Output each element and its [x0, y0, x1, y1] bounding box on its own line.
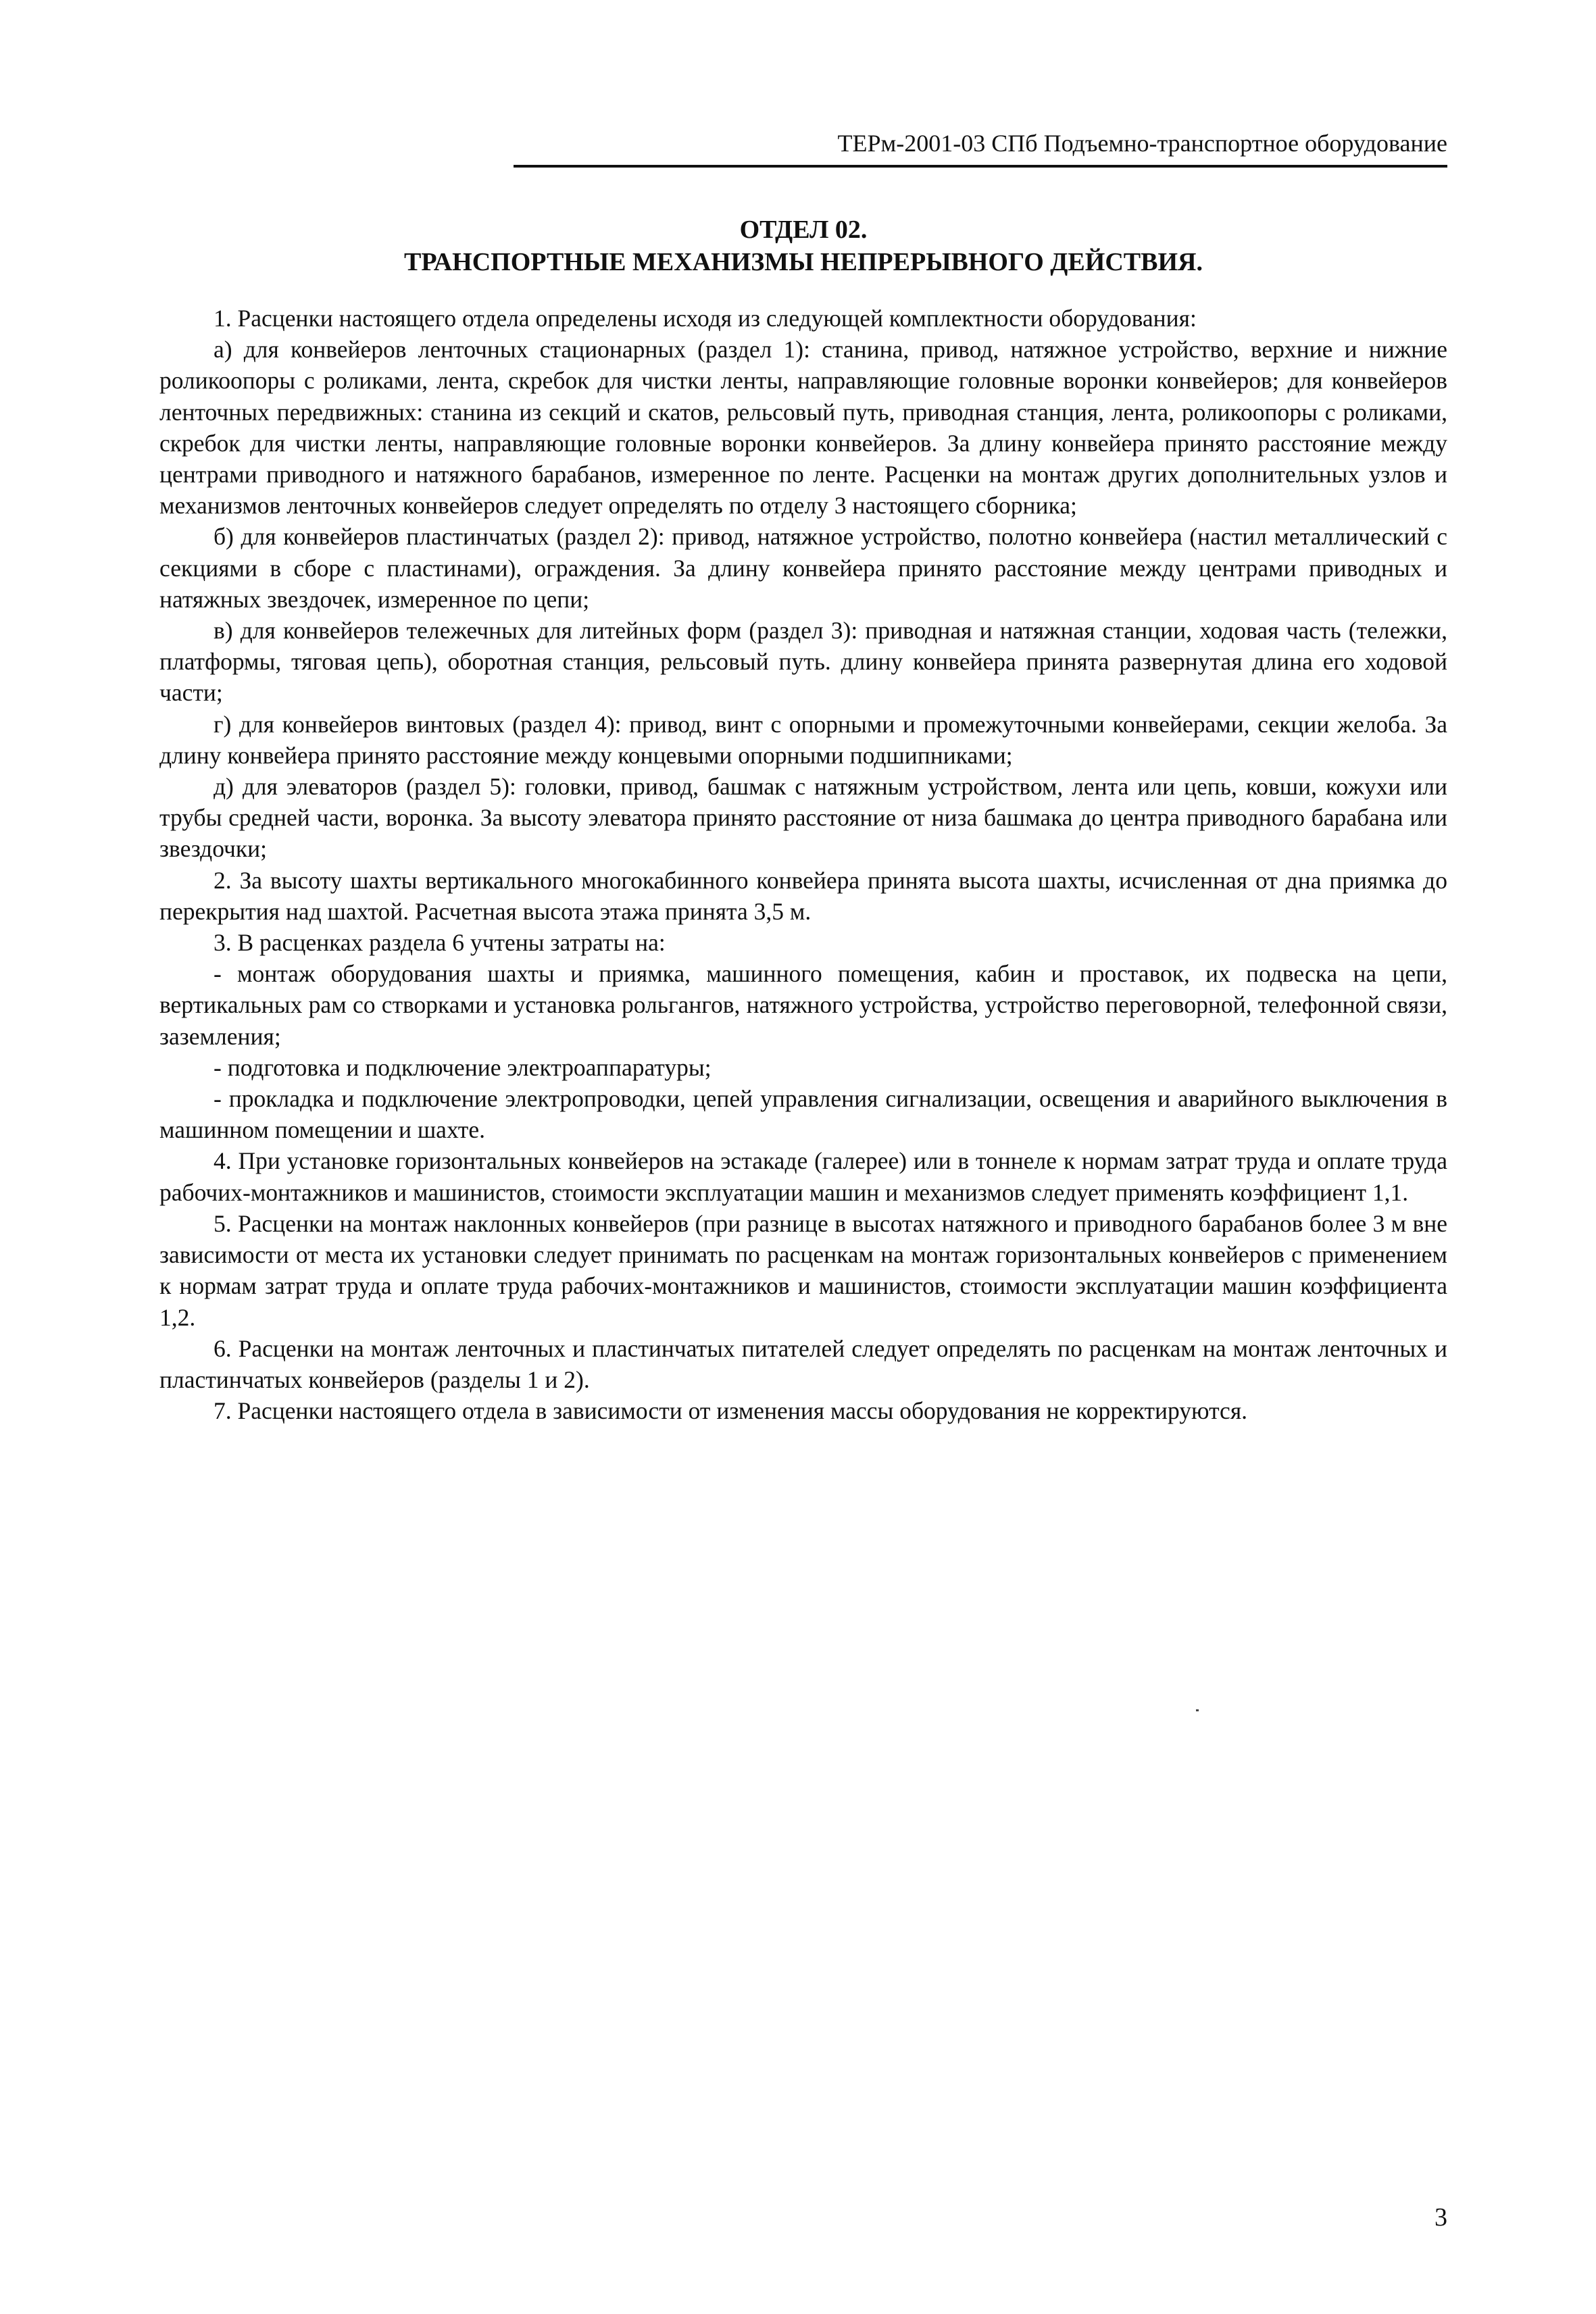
paragraph-1a: а) для конвейеров ленточных стационарных (раздел 1): станина, привод, натяжное устройство, верхние и нижние роликоопоры с роликами, лента, скребок для чистки ленты, направляющие головные воронки конвейеров; для конвейеров ленточных передвижных: станина из секций и скатов, рельсовый путь, приводная станция, лента, роликоопоры с роликами, скребок для чистки ленты, направляющие головные воронки конвейеров. За длину конвейера принято расстояние между центрами приводного и натяжного барабанов, измеренное по ленте. Расценки на монтаж других дополнительных узлов и механизмов ленточных конвейеров следует определять по отделу 3 настоящего сборника;	[159, 336, 1447, 520]
paragraph-1v: в) для конвейеров тележечных для литейных форм (раздел 3): приводная и натяжная станции, ходовая часть (тележки, платформы, тяговая цепь), оборотная станция, рельсовый путь. длину конвейера принята развернутая длина его ходовой части;	[159, 617, 1447, 707]
scan-speck	[1196, 1709, 1199, 1711]
section-title: ТРАНСПОРТНЫЕ МЕХАНИЗМЫ НЕПРЕРЫВНОГО ДЕЙСТВИЯ.	[404, 248, 1203, 276]
paragraph-1b: б) для конвейеров пластинчатых (раздел 2): привод, натяжное устройство, полотно конвейера (настил металлический с секциями в сборе с пластинами), ограждения. За длину конвейера принято расстояние между центрами приводных и натяжных звездочек, измеренное по цепи;	[159, 523, 1447, 613]
paragraph-4: 4. При установке горизонтальных конвейеров на эстакаде (галерее) или в тоннеле к нормам затрат труда и оплате труда рабочих-монтажников и машинистов, стоимости эксплуатации машин и механизмов следует применять коэффициент 1,1.	[159, 1147, 1447, 1206]
paragraph-3: 3. В расценках раздела 6 учтены затраты на:	[214, 929, 666, 957]
paragraph-3-item-3: - прокладка и подключение электропроводки, цепей управления сигнализации, освещения и аварийного выключения в машинном помещении и шахте.	[159, 1085, 1447, 1144]
page-number: 3	[1435, 2203, 1447, 2232]
paragraph-1: 1. Расценки настоящего отдела определены исходя из следующей комплектности оборудования:	[214, 305, 1197, 332]
paragraph-7: 7. Расценки настоящего отдела в зависимости от изменения массы оборудования не корректируются.	[214, 1397, 1248, 1425]
section-heading	[159, 213, 1447, 278]
paragraph-6: 6. Расценки на монтаж ленточных и пластинчатых питателей следует определять по расценкам на монтаж ленточных и пластинчатых конвейеров (разделы 1 и 2).	[159, 1334, 1447, 1393]
paragraph-1d: д) для элеваторов (раздел 5): головки, привод, башмак с натяжным устройством, лента или цепь, ковши, кожухи или трубы средней части, воронка. За высоту элеватора принято расстояние от низа башмака до центра приводного барабана или звездочки;	[159, 773, 1447, 863]
paragraph-1g: г) для конвейеров винтовых (раздел 4): привод, винт с опорными и промежуточными конвейерами, секции желоба. За длину конвейера принято расстояние между концевыми опорными подшипниками;	[159, 710, 1447, 769]
section-number: ОТДЕЛ 02.	[739, 216, 868, 244]
document-body	[159, 303, 1447, 1426]
paragraph-3-item-1: - монтаж оборудования шахты и приямка, машинного помещения, кабин и проставок, их подвеска на цепи, вертикальных рам со створками и установка рольгангов, натяжного устройства, устройство переговорной, телефонной связи, заземления;	[159, 960, 1447, 1050]
running-header: ТЕРм-2001-03 СПб Подъемно-транспортное оборудование	[514, 128, 1447, 168]
paragraph-3-item-2: - подготовка и подключение электроаппаратуры;	[214, 1053, 712, 1081]
paragraph-5: 5. Расценки на монтаж наклонных конвейеров (при разнице в высотах натяжного и приводного барабанов более 3 м вне зависимости от места их установки следует принимать по расценкам на монтаж горизонтальных конвейеров с применением к нормам затрат труда и оплате труда рабочих-монтажников и машинистов, стоимости эксплуатации машин коэффициента 1,2.	[159, 1209, 1447, 1331]
paragraph-2: 2. За высоту шахты вертикального многокабинного конвейера принята высота шахты, исчисленная от дна приямка до перекрытия над шахтой. Расчетная высота этажа принята 3,5 м.	[159, 866, 1447, 925]
